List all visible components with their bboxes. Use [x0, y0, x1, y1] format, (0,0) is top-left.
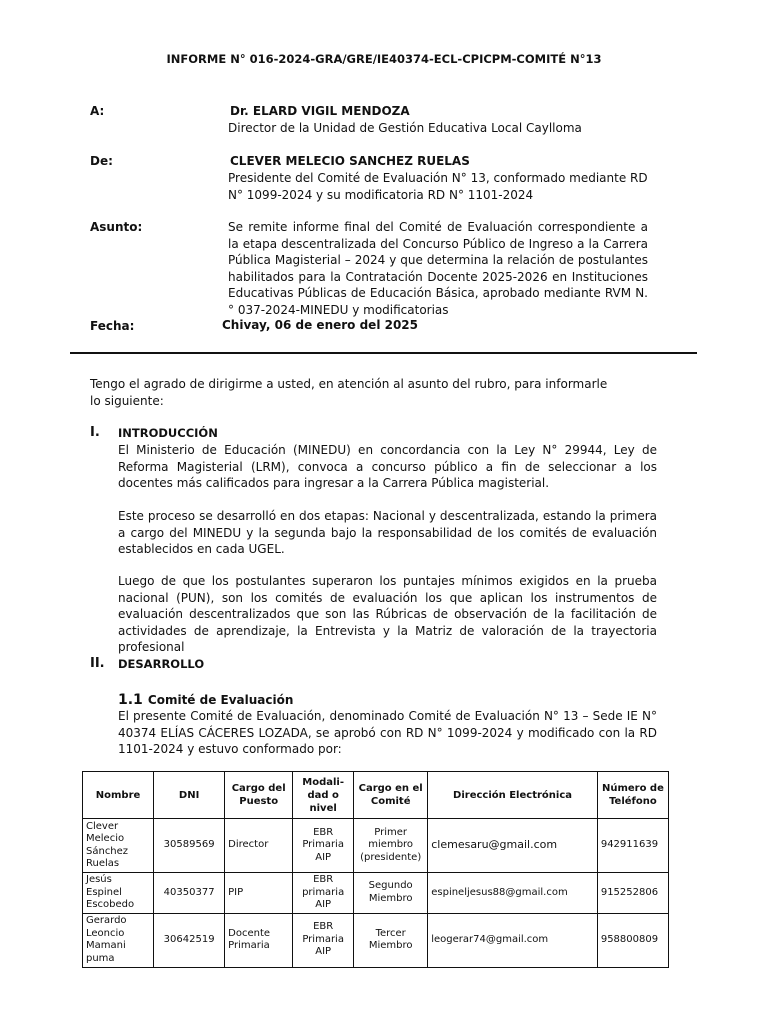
cell-telefono: 915252806: [597, 873, 668, 914]
header-cargo-puesto: Cargo del Puesto: [225, 772, 293, 819]
cell-email: espineljesus88@gmail.com: [428, 873, 598, 914]
section-1-title: INTRODUCCIÓN: [118, 426, 218, 440]
cell-dni: 30589569: [154, 819, 225, 873]
cell-modalidad: EBR primaria AIP: [293, 873, 354, 914]
header-modalidad: Modali-dad o nivel: [293, 772, 354, 819]
table-header-row: [83, 772, 669, 819]
subsection-title: Comité de Evaluación: [147, 693, 294, 707]
section-1-number: I.: [90, 425, 100, 440]
cell-modalidad: EBR Primaria AIP: [293, 819, 354, 873]
from-name-text: CLEVER MELECIO SANCHEZ RUELAS: [230, 154, 470, 168]
cell-cargo-puesto: Docente Primaria: [225, 913, 293, 967]
subject-text: Se remite informe final del Comité de Evaluación correspondiente a la etapa descentralizada del Concurso Público de Ingreso a la Carrera Pública Magisterial – 2024 y que determina la relación de postulantes habilitados para la Contratación Docente 2025-2026 en Instituciones Educativas Públicas de Educación Básica, aprobado mediante RVM N.° 037-2024-MINEDU y modificatorias: [228, 220, 648, 317]
header-email: Dirección Electrónica: [428, 772, 598, 819]
to-role: Director de la Unidad de Gestión Educativa Local Caylloma: [228, 121, 582, 135]
header-cargo-comite: Cargo en el Comité: [354, 772, 428, 819]
date-label: Fecha:: [90, 319, 135, 333]
subsection-paragraph: El presente Comité de Evaluación, denominado Comité de Evaluación N° 13 – Sede IE N° 40374 ELÍAS CÁCERES LOZADA, se aprobó con RD N° 1099-2024 y modificado con la RD 1101-2024 y estuvo conformado por:: [118, 709, 657, 756]
intro-paragraph: Tengo el agrado de dirigirme a usted, en atención al asunto del rubro, para informarle lo siguiente:: [90, 377, 608, 408]
from-name: [230, 153, 470, 170]
cell-nombre: Clever Melecio Sánchez Ruelas: [83, 819, 154, 873]
section-2-title: DESARROLLO: [118, 657, 205, 671]
cell-email: clemesaru@gmail.com: [428, 819, 598, 873]
header-divider: [70, 352, 697, 354]
table-row: [83, 913, 669, 967]
cell-telefono: 958800809: [597, 913, 668, 967]
to-name: [230, 103, 410, 120]
header-dni: DNI: [154, 772, 225, 819]
header-telefono: Número de Teléfono: [597, 772, 668, 819]
section-2-number: II.: [90, 656, 105, 671]
cell-modalidad: EBR Primaria AIP: [293, 913, 354, 967]
subsection-number: 1.1: [118, 692, 143, 708]
subject-label: Asunto:: [90, 220, 143, 234]
section-1-paragraph-1: El Ministerio de Educación (MINEDU) en concordancia con la Ley N° 29944, Ley de Reforma Magisterial (LRM), convoca a concurso público a fin de seleccionar a los docentes más calificados para ingresar a la Carrera Pública magisterial.: [118, 443, 657, 490]
cell-nombre: Gerardo Leoncio Mamani puma: [83, 913, 154, 967]
date-value: Chivay, 06 de enero del 2025: [222, 318, 419, 332]
cell-email: leogerar74@gmail.com: [428, 913, 598, 967]
from-label: De:: [90, 154, 113, 168]
table-row: [83, 819, 669, 873]
section-1-paragraph-3: Luego de que los postulantes superaron los puntajes mínimos exigidos en la prueba nacional (PUN), son los comités de evaluación los que aplican los instrumentos de evaluación descentralizados que son las Rúbricas de observación de la facilitación de actividades de aprendizaje, la Entrevista y la Matriz de valoración de la trayectoria profesional: [118, 574, 657, 654]
cell-dni: 40350377: [154, 873, 225, 914]
cell-dni: 30642519: [154, 913, 225, 967]
cell-cargo-comite: Segundo Miembro: [354, 873, 428, 914]
table-row: [83, 873, 669, 914]
header-nombre: Nombre: [83, 772, 154, 819]
document-title: INFORME N° 016-2024-GRA/GRE/IE40374-ECL-CPICPM-COMITÉ N°13: [166, 52, 602, 66]
cell-telefono: 942911639: [597, 819, 668, 873]
cell-cargo-comite: Tercer Miembro: [354, 913, 428, 967]
to-name-text: Dr. ELARD VIGIL MENDOZA: [230, 104, 410, 118]
cell-nombre: Jesús Espinel Escobedo: [83, 873, 154, 914]
cell-cargo-puesto: PIP: [225, 873, 293, 914]
committee-table: [82, 771, 669, 968]
from-role: Presidente del Comité de Evaluación N° 13, conformado mediante RD N° 1099-2024 y su modificatoria RD N° 1101-2024: [228, 171, 648, 202]
subsection-heading: [118, 689, 293, 708]
cell-cargo-comite: Primer miembro (presidente): [354, 819, 428, 873]
to-label: A:: [90, 104, 105, 118]
section-1-paragraph-2: Este proceso se desarrolló en dos etapas: Nacional y descentralizada, estando la primera a cargo del MINEDU y la segunda bajo la responsabilidad de los comités de evaluación establecidos en cada UGEL.: [118, 509, 657, 556]
cell-cargo-puesto: Director: [225, 819, 293, 873]
